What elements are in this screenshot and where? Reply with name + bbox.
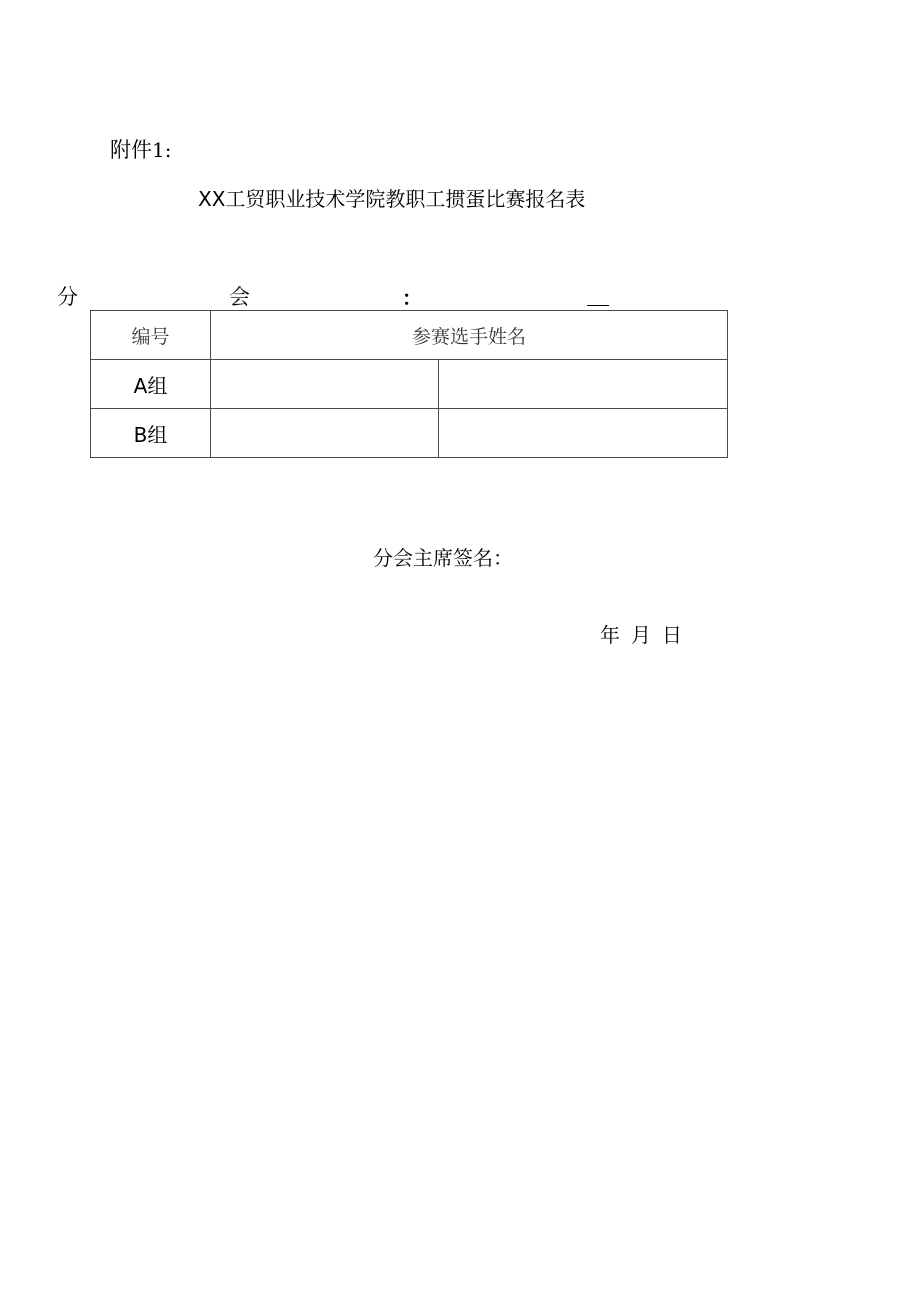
branch-label-char-1: 分	[57, 285, 78, 309]
date-year-label: 年	[600, 623, 620, 647]
header-player-names: 参赛选手姓名	[211, 311, 728, 360]
registration-table	[90, 310, 728, 458]
form-title: XX工贸职业技术学院教职工掼蛋比赛报名表	[198, 187, 586, 211]
table-row	[91, 360, 728, 409]
table-header-row	[91, 311, 728, 360]
attachment-number: 1:	[152, 138, 172, 162]
player-cell-a-2[interactable]	[439, 360, 728, 409]
date-month-label: 月	[631, 623, 651, 647]
header-id: 编号	[91, 311, 211, 360]
attachment-prefix: 附件	[110, 138, 152, 162]
branch-label-char-2: 会	[229, 285, 250, 309]
player-cell-a-1[interactable]	[211, 360, 439, 409]
date-day-label: 日	[662, 623, 682, 647]
row-label-group-a: A组	[91, 360, 211, 409]
table-row	[91, 409, 728, 458]
date-line	[600, 621, 682, 649]
player-cell-b-2[interactable]	[439, 409, 728, 458]
player-cell-b-1[interactable]	[211, 409, 439, 458]
attachment-label	[110, 136, 171, 164]
branch-fill-line	[587, 305, 609, 306]
row-label-group-b: B组	[91, 409, 211, 458]
chair-signature-label: 分会主席签名：	[373, 546, 513, 570]
branch-label-colon: ：	[402, 286, 422, 310]
